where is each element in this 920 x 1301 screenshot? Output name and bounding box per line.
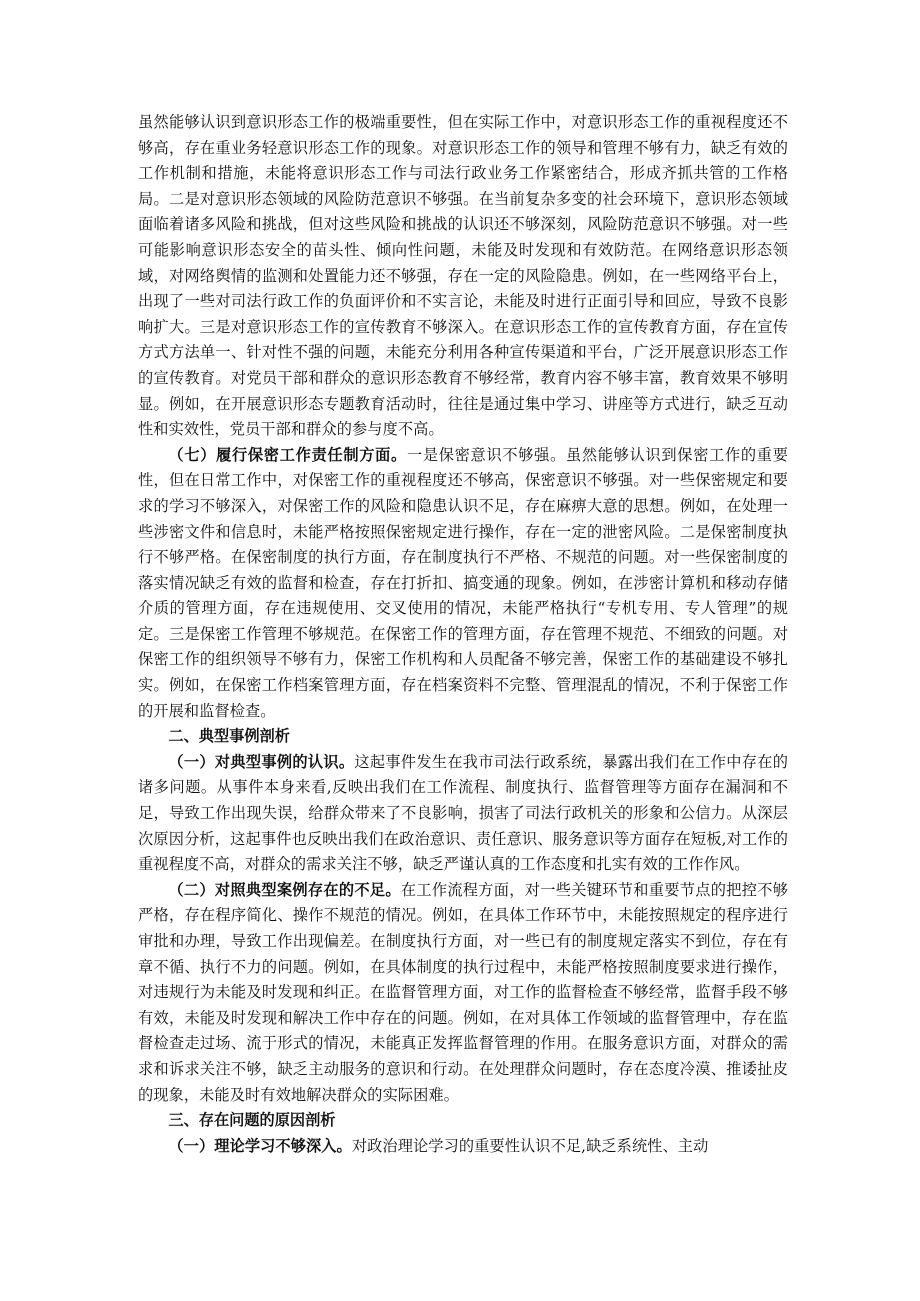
paragraph-text: 这起事件发生在我市司法行政系统，暴露出我们在工作中存在的诸多问题。从事件本身来看,反映出我们在工作流程、制度执行、监督管理等方面存在漏洞和不足，导致工作出现失误，给群众带来了不良影响，损害了司法行政机关的形象和公信力。从深层次原因分析，这起事件也反映出我们在政治意识、责任意识、服务意识等方面存在短板,对工作的重视程度不高，对群众的需求关注不够，缺乏严谨认真的工作态度和扎实有效的工作作风。 <box>138 752 788 874</box>
paragraph-confidentiality <box>138 443 788 725</box>
section-heading-root-causes: 三、存在问题的原因剖析 <box>168 1111 336 1130</box>
paragraph-lead: （一）对典型事例的认识。 <box>168 752 355 771</box>
paragraph-text: 对政治理论学习的重要性认识不足,缺乏系统性、主动 <box>351 1136 709 1155</box>
paragraph-case-understanding <box>138 750 788 878</box>
paragraph-text: 在工作流程方面，对一些关键环节和重要节点的把控不够严格，存在程序简化、操作不规范的情况。例如，在具体工作环节中，未能按照规定的程序进行审批和办理，导致工作出现偏差。在制度执行方面，对一些已有的制度规定落实不到位，存在有章不循、执行不力的问题。例如，在具体制度的执行过程中，未能严格按照制度要求进行操作，对违规行为未能及时发现和纠正。在监督管理方面，对工作的监督检查不够经常，监督手段不够有效，未能及时发现和解决工作中存在的问题。例如，在对具体工作领域的监督管理中，存在监督检查走过场、流于形式的情况，未能真正发挥监督管理的作用。在服务意识方面，对群众的需求和诉求关注不够，缺乏主动服务的意识和行动。在处理群众问题时，存在态度冷漠、推诿扯皮的现象，未能及时有效地解决群众的实际困难。 <box>138 880 789 1104</box>
paragraph-lead: （一）理论学习不够深入。 <box>168 1136 352 1155</box>
paragraph-lead: （二）对照典型案例存在的不足。 <box>168 880 401 899</box>
section-heading-typical-cases: 二、典型事例剖析 <box>168 727 290 746</box>
paragraph-case-shortcomings <box>138 878 788 1108</box>
document-page <box>138 110 788 1159</box>
paragraph-lead: （七）履行保密工作责任制方面。 <box>168 445 407 464</box>
paragraph-text: 一是保密意识不够强。虽然能够认识到保密工作的重要性，但在日常工作中，对保密工作的重视程度还不够高，保密意识不够强。对一些保密规定和要求的学习不够深入，对保密工作的风险和隐患认识不足，存在麻痹大意的思想。例如，在处理一些涉密文件和信息时，未能严格按照保密规定进行操作，存在一定的泄密风险。二是保密制度执行不够严格。在保密制度的执行方面，存在制度执行不严格、不规范的问题。对一些保密制度的落实情况缺乏有效的监督和检查，存在打折扣、搞变通的现象。例如，在涉密计算机和移动存储介质的管理方面，存在违规使用、交叉使用的情况，未能严格执行“专机专用、专人管理”的规定。三是保密工作管理不够规范。在保密工作的管理方面，存在管理不规范、不细致的问题。对保密工作的组织领导不够有力，保密工作机构和人员配备不够完善，保密工作的基础建设不够扎实。例如，在保密工作档案管理方面，存在档案资料不完整、管理混乱的情况，不利于保密工作的开展和监督检查。 <box>138 445 788 720</box>
paragraph-ideology-continued <box>138 110 788 443</box>
paragraph-text: 虽然能够认识到意识形态工作的极端重要性，但在实际工作中，对意识形态工作的重视程度还不够高，存在重业务轻意识形态工作的现象。对意识形态工作的领导和管理不够有力，缺乏有效的工作机制和措施，未能将意识形态工作与司法行政业务工作紧密结合，形成齐抓共管的工作格局。二是对意识形态领域的风险防范意识不够强。在当前复杂多变的社会环境下，意识形态领域面临着诸多风险和挑战，但对这些风险和挑战的认识还不够深刻，风险防范意识不够强。对一些可能影响意识形态安全的苗头性、倾向性问题，未能及时发现和有效防范。在网络意识形态领域，对网络舆情的监测和处置能力还不够强，存在一定的风险隐患。例如，在一些网络平台上，出现了一些对司法行政工作的负面评价和不实言论，未能及时进行正面引导和回应，导致不良影响扩大。三是对意识形态工作的宣传教育不够深入。在意识形态工作的宣传教育方面，存在宣传方式方法单一、针对性不强的问题，未能充分利用各种宣传渠道和平台，广泛开展意识形态工作的宣传教育。对党员干部和群众的意识形态教育不够经常，教育内容不够丰富，教育效果不够明显。例如，在开展意识形态专题教育活动时，往往是通过集中学习、讲座等方式进行，缺乏互动性和实效性，党员干部和群众的参与度不高。 <box>138 113 788 439</box>
paragraph-theory-study <box>138 1134 788 1160</box>
